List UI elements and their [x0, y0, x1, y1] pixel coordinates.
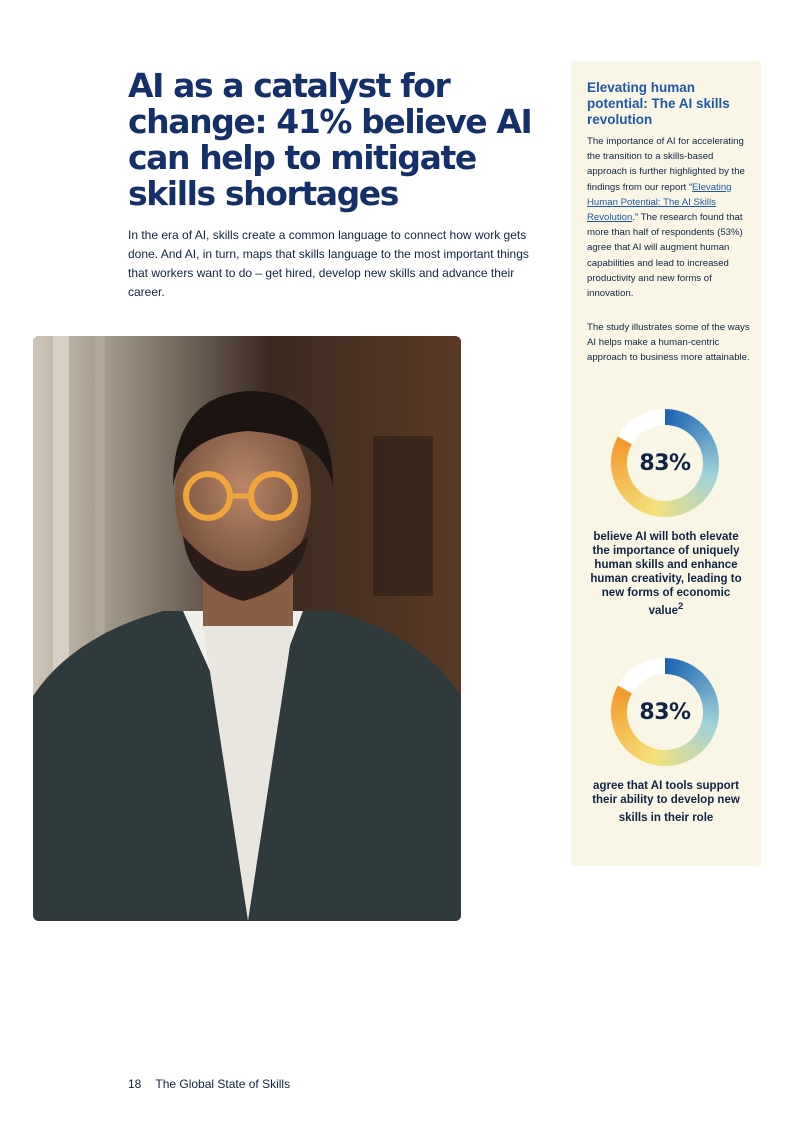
- portrait-illustration: [33, 336, 461, 921]
- stat-label-1: [589, 530, 743, 618]
- stat-footnote-1: 2: [678, 601, 684, 612]
- sidebar-paragraph-2: The study illustrates some of the ways AI helps make a human-centric approach to business more attainable.: [587, 322, 750, 364]
- sidebar-panel: [571, 61, 761, 866]
- sidebar-p1-text-after: .” The research found that more than half of respondents (53%) agree that AI will augment human capabilities and lead to increased productivity and new forms of innovation.: [587, 212, 743, 300]
- report-link[interactable]: Elevating Human Potential: The AI Skills Revolution: [587, 181, 732, 224]
- sidebar-paragraph-1: [587, 134, 752, 301]
- donut-chart-2: [610, 657, 720, 767]
- page-number: 18: [128, 1077, 142, 1091]
- donut-chart-1: [610, 408, 720, 518]
- page-footer: [128, 1077, 290, 1091]
- intro-paragraph: In the era of AI, skills create a common language to connect how work gets done. And AI, in turn, maps that skills language to the most important things that workers want to do – get hired, develop new skills and advance their career.: [128, 228, 529, 299]
- footer-title: The Global State of Skills: [155, 1077, 291, 1091]
- stat-text-2: agree that AI tools support their ability to develop new skills in their role: [592, 780, 740, 824]
- stat-text-1: believe AI will both elevate the importance of uniquely human skills and enhance human creativity, leading to new forms of economic value: [590, 531, 742, 617]
- portrait-photo: [33, 336, 461, 921]
- donut-percentage-2: 83%: [639, 699, 691, 725]
- sidebar-p1-text-before: The importance of AI for accelerating the transition to a skills-based approach is further highlighted by the findings from our report “: [587, 136, 745, 193]
- donut-percentage-1: 83%: [639, 450, 691, 476]
- stat-label-2: [589, 779, 743, 825]
- sidebar-title: Elevating human potential: The AI skills revolution: [587, 80, 730, 127]
- headline: AI as a catalyst for change: 41% believe AI can help to mitigate skills shortages: [128, 66, 532, 213]
